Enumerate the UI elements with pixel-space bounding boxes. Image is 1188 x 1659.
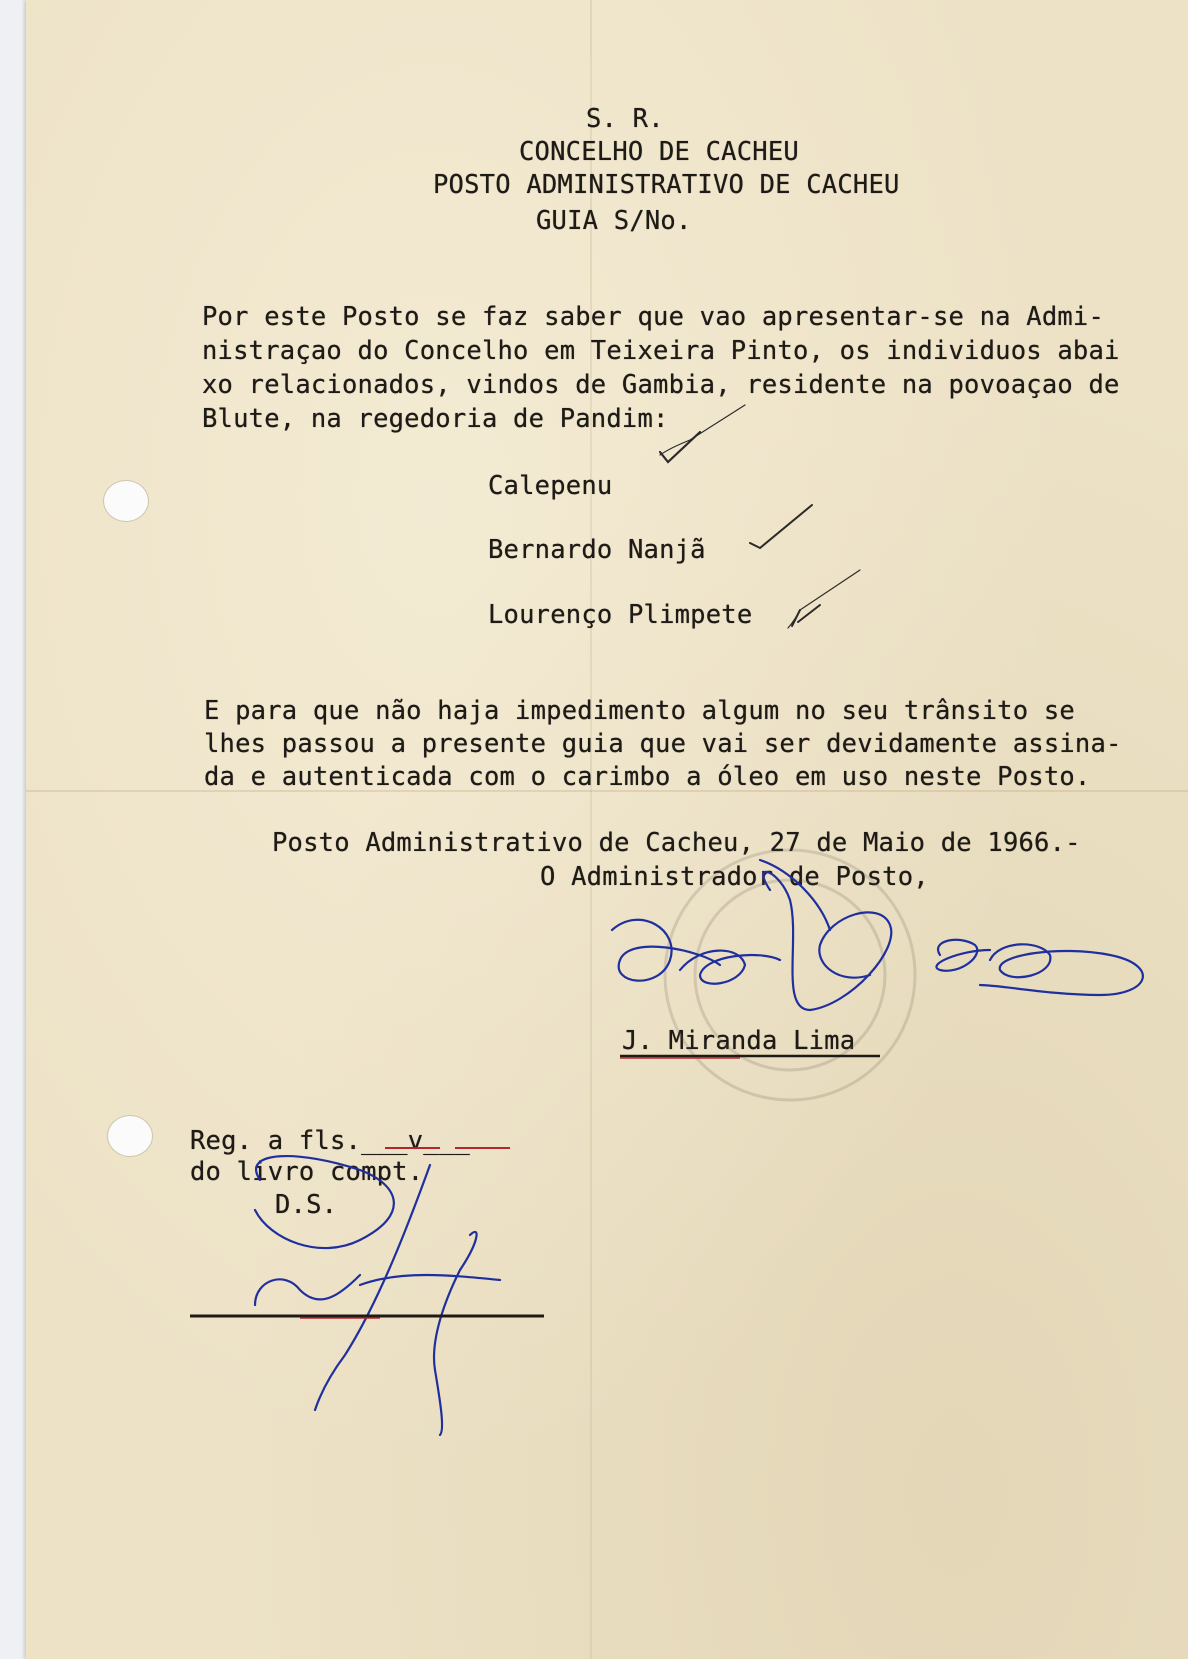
paragraph-line: da e autenticada com o carimbo a óleo em uso neste Posto. [204, 762, 1091, 792]
signer-title: O Administrador de Posto, [540, 862, 929, 892]
registry-line: do livro compt. [190, 1157, 424, 1187]
paragraph-line: xo relacionados, vindos de Gambia, residente na povoaçao de [202, 370, 1120, 400]
paragraph-line: lhes passou a presente guia que vai ser devidamente assina- [204, 729, 1122, 759]
header-line-sr: S. R. [586, 104, 664, 134]
paragraph-line: Blute, na regedoria de Pandim: [202, 404, 669, 434]
signer-name: J. Miranda Lima [622, 1026, 856, 1056]
registry-line: Reg. a fls.___v___ [190, 1126, 470, 1156]
punch-hole [107, 1115, 153, 1157]
person-name: Calepenu [488, 471, 613, 501]
registry-line: D.S. [275, 1190, 338, 1220]
person-name: Lourenço Plimpete [488, 600, 753, 630]
header-line-concelho: CONCELHO DE CACHEU [519, 137, 799, 167]
header-line-posto: POSTO ADMINISTRATIVO DE CACHEU [433, 170, 900, 200]
paragraph-line: E para que não haja impedimento algum no seu trânsito se [204, 696, 1075, 726]
punch-hole [103, 480, 149, 522]
person-name: Bernardo Nanjã [488, 535, 706, 565]
header-line-guia: GUIA S/No. [536, 206, 692, 236]
paragraph-line: nistraçao do Concelho em Teixeira Pinto, os individuos abai [202, 336, 1120, 366]
place-date: Posto Administrativo de Cacheu, 27 de Maio de 1966.- [272, 828, 1081, 858]
paragraph-line: Por este Posto se faz saber que vao apresentar-se na Admi- [202, 302, 1105, 332]
